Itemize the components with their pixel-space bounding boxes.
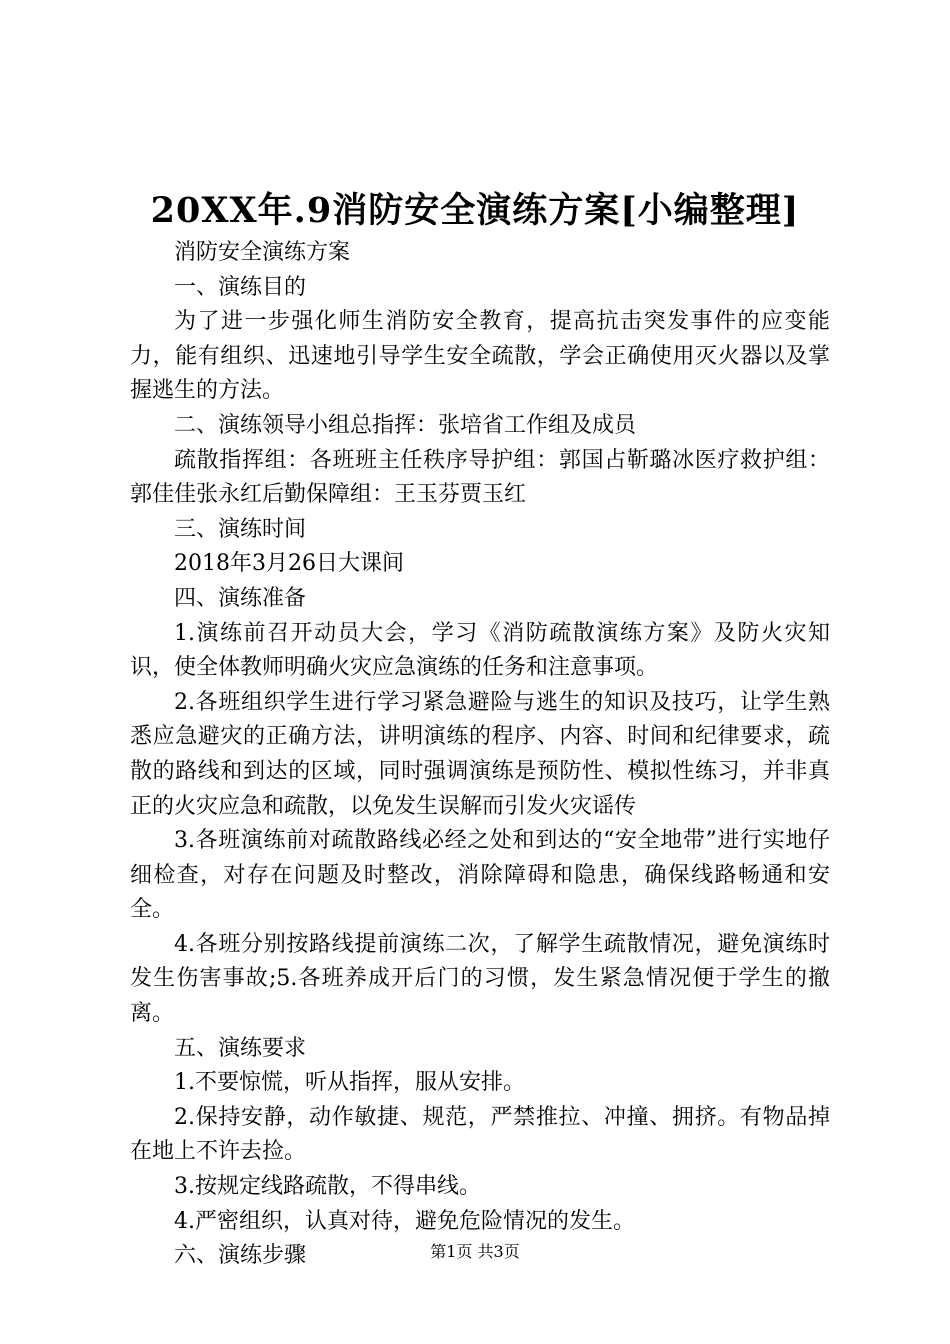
- list-item: 1.不要惊慌，听从指挥，服从安排。: [174, 1070, 525, 1096]
- section-heading-time: 三、演练时间: [174, 516, 307, 542]
- section-heading-leadership: 二、演练领导小组总指挥：张培省工作组及成员: [174, 412, 637, 438]
- list-item: 3.各班演练前对疏散路线必经之处和到达的“安全地带”进行实地仔细检查，对存在问题及时整改，消除障碍和隐患，确保线路畅通和安全。: [130, 828, 830, 923]
- document-title: 20XX年.9消防安全演练方案[小编整理]: [150, 190, 800, 231]
- paragraph: 疏散指挥组：各班班主任秩序导护组：郭国占靳璐冰医疗救护组：郭佳佳张永红后勤保障组：王玉芬贾玉红: [130, 447, 830, 508]
- section-heading-steps: 六、演练步骤: [174, 1243, 307, 1269]
- list-item: 3.按规定线路疏散，不得串线。: [174, 1174, 481, 1200]
- list-item: 4.严密组织，认真对待，避免危险情况的发生。: [174, 1208, 635, 1234]
- page-footer: 第1页 共3页: [430, 1242, 520, 1261]
- paragraph: 为了进一步强化师生消防安全教育，提高抗击突发事件的应变能力，能有组织、迅速地引导学生安全疏散，学会正确使用灭火器以及掌握逃生的方法。: [130, 309, 830, 404]
- section-heading-requirements: 五、演练要求: [174, 1035, 307, 1061]
- paragraph: 2018年3月26日大课间: [174, 551, 404, 577]
- paragraph-heading: 消防安全演练方案: [174, 240, 351, 265]
- list-item: 4.各班分别按路线提前演练二次，了解学生疏散情况，避免演练时发生伤害事故;5.各班养成开后门的习惯，发生紧急情况便于学生的撤离。: [130, 931, 830, 1027]
- list-item: 1.演练前召开动员大会，学习《消防疏散演练方案》及防火灾知识，使全体教师明确火灾应急演练的任务和注意事项。: [130, 620, 830, 681]
- section-heading-purpose: 一、演练目的: [174, 274, 307, 300]
- document-body: [130, 236, 830, 1274]
- section-heading-preparation: 四、演练准备: [174, 585, 307, 611]
- list-item: 2.保持安静，动作敏捷、规范，严禁推拉、冲撞、拥挤。有物品掉在地上不许去捡。: [130, 1104, 830, 1165]
- list-item: 2.各班组织学生进行学习紧急避险与逃生的知识及技巧，让学生熟悉应急避灾的正确方法，讲明演练的程序、内容、时间和纪律要求，疏散的路线和到达的区域，同时强调演练是预防性、模拟性练习，并非真正的火灾应急和疏散，以免发生误解而引发火灾谣传: [130, 689, 830, 819]
